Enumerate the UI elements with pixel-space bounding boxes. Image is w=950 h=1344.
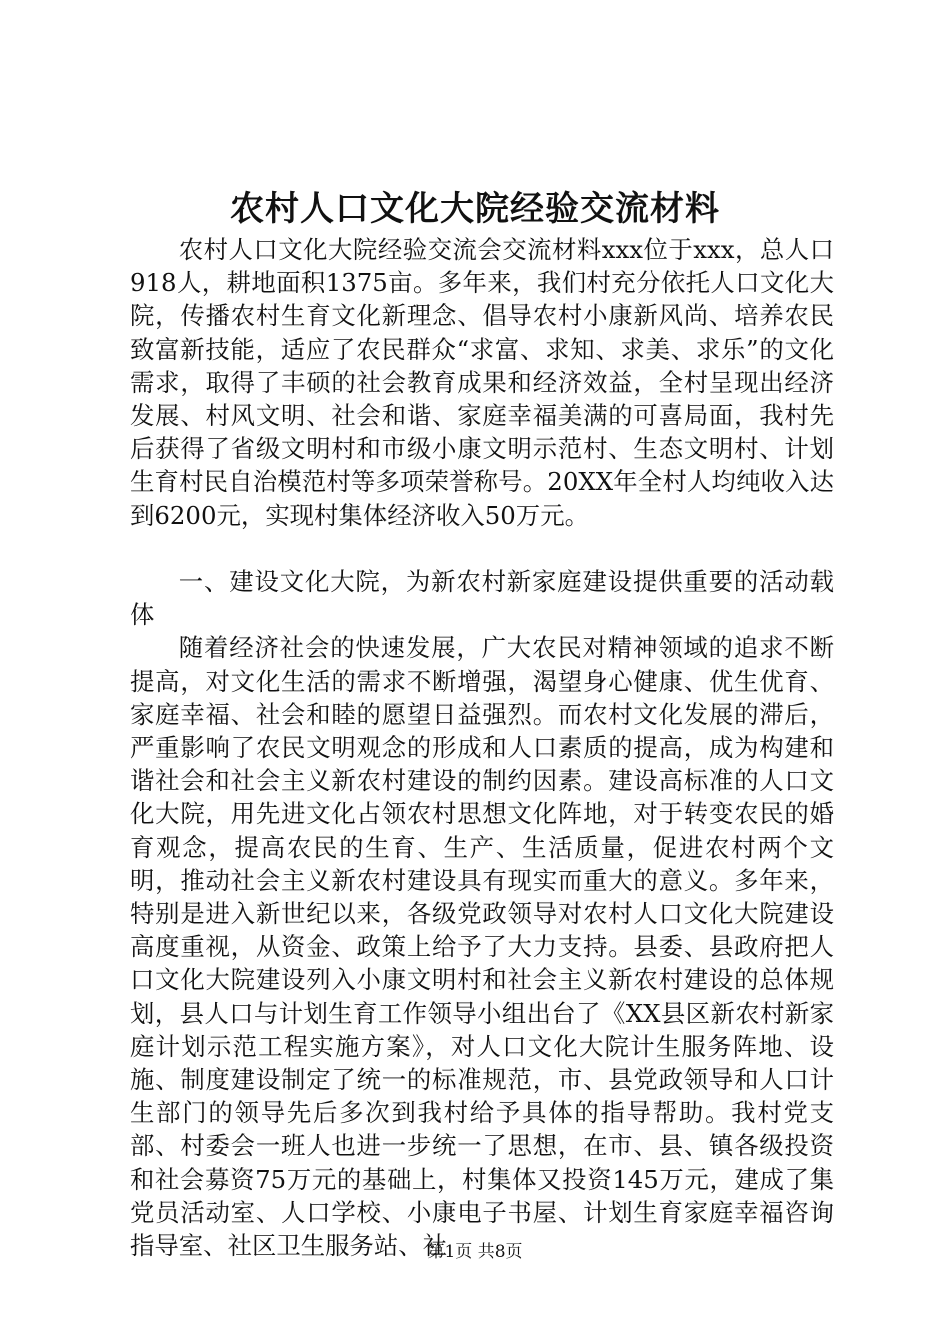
section-heading: 一、建设文化大院，为新农村新家庭建设提供重要的活动载体 bbox=[130, 567, 834, 630]
section-paragraph: 随着经济社会的快速发展，广大农民对精神领域的追求不断提高，对文化生活的需求不断增强，渴望身心健康、优生优育、家庭幸福、社会和睦的愿望日益强烈。而农村文化发展的滞后，严重影响了农民文明观念的形成和人口素质的提高，成为构建和谐社会和社会主义新农村建设的制约因素。建设高标准的人口文化大院，用先进文化占领农村思想文化阵地，对于转变农民的婚育观念，提高农民的生育、生产、生活质量，促进农村两个文明，推动社会主义新农村建设具有现实而重大的意义。多年来，特别是进入新世纪以来，各级党政领导对农村人口文化大院建设高度重视，从资金、政策上给予了大力支持。县委、县政府把人口文化大院建设列入小康文明村和社会主义新农村建设的总体规划，县人口与计划生育工作领导小组出台了《XX县区新农村新家庭计划示范工程实施方案》，对人口文化大院计生服务阵地、设施、制度建设制定了统一的标准规范，市、县党政领导和人口计生部门的领导先后多次到我村给予具体的指导帮助。我村党支部、村委会一班人也进一步统一了思想，在市、县、镇各级投资和社会募资75万元的基础上，村集体又投资145万元，建成了集党员活动室、人口学校、小康电子书屋、计划生育家庭幸福咨询指导室、社区卫生服务站、社 bbox=[130, 633, 834, 1261]
document-body bbox=[130, 233, 834, 1262]
intro-paragraph: 农村人口文化大院经验交流会交流材料xxx位于xxx，总人口918人，耕地面积1375亩。多年来，我们村充分依托人口文化大院，传播农村生育文化新理念、倡导农村小康新风尚、培养农民致富新技能，适应了农民群众“求富、求知、求美、求乐”的文化需求，取得了丰硕的社会教育成果和经济效益，全村呈现出经济发展、村风文明、社会和谐、家庭幸福美满的可喜局面，我村先后获得了省级文明村和市级小康文明示范村、生态文明村、计划生育村民自治模范村等多项荣誉称号。20XX年全村人均纯收入达到6200元，实现村集体经济收入50万元。 bbox=[130, 235, 834, 530]
document-title: 农村人口文化大院经验交流材料 bbox=[230, 189, 720, 229]
page-number-footer: 第1页 共8页 bbox=[427, 1242, 523, 1262]
